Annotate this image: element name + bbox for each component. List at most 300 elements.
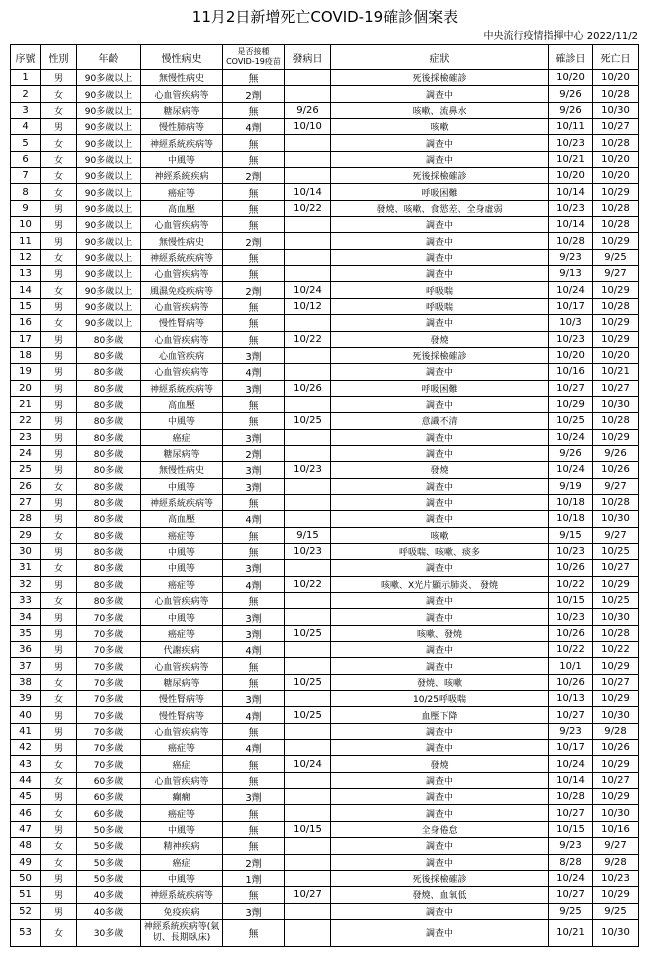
table-row	[11, 674, 639, 690]
cell-index: 48	[11, 838, 41, 854]
header-index: 序號	[11, 45, 41, 70]
cell-death-date: 10/22	[593, 642, 639, 658]
header-symptoms: 症狀	[331, 45, 549, 70]
header-age: 年齡	[77, 45, 141, 70]
cell-confirmed-date: 10/29	[549, 396, 593, 412]
cell-sex: 女	[41, 135, 77, 151]
cell-age: 80多歲	[77, 543, 141, 559]
cell-age: 90多歲以上	[77, 282, 141, 298]
cell-confirmed-date: 10/22	[549, 576, 593, 592]
cell-confirmed-date: 10/26	[549, 560, 593, 576]
table-row	[11, 838, 639, 854]
table-row	[11, 135, 639, 151]
cell-symptoms: 調查中	[331, 593, 549, 609]
cell-index: 40	[11, 707, 41, 723]
cell-chronic-history: 神經系統疾病等	[141, 494, 223, 510]
cell-chronic-history: 心血管疾病等	[141, 772, 223, 788]
cell-vaccination: 4劑	[223, 576, 285, 592]
cell-vaccination: 無	[223, 396, 285, 412]
cell-age: 70多歲	[77, 642, 141, 658]
table-row	[11, 543, 639, 559]
cell-age: 60多歲	[77, 789, 141, 805]
cell-death-date: 10/28	[593, 625, 639, 641]
table-row	[11, 380, 639, 396]
cell-onset-date	[285, 217, 331, 233]
cell-symptoms: 調查中	[331, 86, 549, 102]
cell-chronic-history: 中風等	[141, 609, 223, 625]
cell-chronic-history: 中風等	[141, 151, 223, 167]
table-row	[11, 854, 639, 870]
table-header-row	[11, 45, 639, 70]
cell-chronic-history: 心血管疾病等	[141, 723, 223, 739]
cell-confirmed-date: 10/23	[549, 331, 593, 347]
cell-vaccination: 無	[223, 658, 285, 674]
cell-chronic-history: 神經系統疾病等	[141, 887, 223, 903]
cell-index: 27	[11, 494, 41, 510]
cell-vaccination: 2劑	[223, 86, 285, 102]
cell-confirmed-date: 9/15	[549, 527, 593, 543]
cell-vaccination: 無	[223, 494, 285, 510]
cell-chronic-history: 無慢性病史	[141, 233, 223, 249]
cell-sex: 女	[41, 151, 77, 167]
cell-age: 50多歲	[77, 821, 141, 837]
cell-confirmed-date: 9/26	[549, 445, 593, 461]
cell-confirmed-date: 10/20	[549, 168, 593, 184]
cell-index: 46	[11, 805, 41, 821]
cell-death-date: 10/27	[593, 772, 639, 788]
cell-index: 52	[11, 903, 41, 919]
cell-chronic-history: 慢性腎病等	[141, 691, 223, 707]
cell-symptoms: 調查中	[331, 919, 549, 946]
cell-symptoms: 死後採檢確診	[331, 870, 549, 886]
cell-age: 90多歲以上	[77, 249, 141, 265]
cell-confirmed-date: 10/20	[549, 347, 593, 363]
table-row	[11, 347, 639, 363]
cell-index: 13	[11, 266, 41, 282]
cell-vaccination: 4劑	[223, 740, 285, 756]
cell-vaccination: 無	[223, 298, 285, 314]
cell-onset-date	[285, 135, 331, 151]
cell-age: 90多歲以上	[77, 102, 141, 118]
cell-confirmed-date: 10/24	[549, 756, 593, 772]
cell-sex: 男	[41, 331, 77, 347]
cell-vaccination: 4劑	[223, 511, 285, 527]
table-row	[11, 691, 639, 707]
cell-death-date: 10/29	[593, 233, 639, 249]
cell-symptoms: 咳嗽、流鼻水	[331, 102, 549, 118]
table-row	[11, 462, 639, 478]
cell-sex: 男	[41, 511, 77, 527]
cell-chronic-history: 免疫疾病	[141, 903, 223, 919]
cell-vaccination: 3劑	[223, 347, 285, 363]
cell-index: 14	[11, 282, 41, 298]
cell-death-date: 9/27	[593, 266, 639, 282]
cell-symptoms: 調查中	[331, 494, 549, 510]
cell-age: 70多歲	[77, 691, 141, 707]
cell-vaccination: 3劑	[223, 462, 285, 478]
cell-chronic-history: 心血管疾病等	[141, 217, 223, 233]
cell-index: 12	[11, 249, 41, 265]
cell-symptoms: 調查中	[331, 266, 549, 282]
cell-symptoms: 調查中	[331, 364, 549, 380]
cell-death-date: 10/27	[593, 674, 639, 690]
table-row	[11, 658, 639, 674]
cell-sex: 女	[41, 282, 77, 298]
cell-confirmed-date: 10/16	[549, 364, 593, 380]
cell-sex: 男	[41, 462, 77, 478]
cell-onset-date: 10/25	[285, 625, 331, 641]
cell-chronic-history: 癌症等	[141, 805, 223, 821]
cell-vaccination: 3劑	[223, 789, 285, 805]
document-title: 11月2日新增死亡COVID-19確診個案表	[191, 8, 459, 26]
cell-confirmed-date: 9/26	[549, 102, 593, 118]
cell-death-date: 9/26	[593, 445, 639, 461]
cell-vaccination: 3劑	[223, 691, 285, 707]
cell-confirmed-date: 10/15	[549, 821, 593, 837]
table-row	[11, 723, 639, 739]
cell-index: 31	[11, 560, 41, 576]
cell-vaccination: 4劑	[223, 707, 285, 723]
cell-sex: 男	[41, 642, 77, 658]
cell-index: 21	[11, 396, 41, 412]
cell-sex: 女	[41, 560, 77, 576]
cell-vaccination: 2劑	[223, 233, 285, 249]
cell-symptoms: 咳嗽	[331, 527, 549, 543]
cell-death-date: 10/28	[593, 200, 639, 216]
cell-sex: 男	[41, 707, 77, 723]
cell-onset-date: 9/15	[285, 527, 331, 543]
cell-onset-date: 9/26	[285, 102, 331, 118]
cell-chronic-history: 高血壓	[141, 200, 223, 216]
cell-vaccination: 無	[223, 887, 285, 903]
header-vaccination-line-1: 是否接種	[237, 47, 270, 56]
cell-onset-date: 10/22	[285, 331, 331, 347]
cell-age: 90多歲以上	[77, 233, 141, 249]
cell-chronic-history: 癌症等	[141, 576, 223, 592]
cell-chronic-history: 神經系統疾病	[141, 168, 223, 184]
cell-death-date: 10/20	[593, 168, 639, 184]
cell-confirmed-date: 9/23	[549, 249, 593, 265]
cell-confirmed-date: 9/25	[549, 903, 593, 919]
cell-confirmed-date: 10/14	[549, 772, 593, 788]
cell-death-date: 10/30	[593, 919, 639, 946]
cell-index: 32	[11, 576, 41, 592]
cell-index: 5	[11, 135, 41, 151]
cell-index: 20	[11, 380, 41, 396]
cell-age: 90多歲以上	[77, 86, 141, 102]
cell-index: 8	[11, 184, 41, 200]
table-row	[11, 298, 639, 314]
cell-chronic-history: 慢性腎病等	[141, 707, 223, 723]
cell-chronic-history: 癌症等	[141, 740, 223, 756]
cell-chronic-history: 心血管疾病等	[141, 331, 223, 347]
cell-sex: 女	[41, 478, 77, 494]
cell-symptoms: 調查中	[331, 805, 549, 821]
cell-sex: 女	[41, 772, 77, 788]
cell-age: 90多歲以上	[77, 200, 141, 216]
cell-vaccination: 無	[223, 331, 285, 347]
cell-symptoms: 咳嗽、發燒	[331, 625, 549, 641]
cell-sex: 女	[41, 805, 77, 821]
cell-death-date: 10/25	[593, 543, 639, 559]
cell-sex: 女	[41, 102, 77, 118]
cell-chronic-history: 中風等	[141, 821, 223, 837]
cell-index: 30	[11, 543, 41, 559]
cell-vaccination: 3劑	[223, 625, 285, 641]
table-row	[11, 396, 639, 412]
cell-vaccination: 無	[223, 200, 285, 216]
cell-chronic-history: 神經系統疾病等	[141, 135, 223, 151]
cell-index: 24	[11, 445, 41, 461]
cell-sex: 男	[41, 396, 77, 412]
cell-confirmed-date: 10/18	[549, 511, 593, 527]
cell-confirmed-date: 10/26	[549, 674, 593, 690]
cell-onset-date	[285, 70, 331, 86]
cell-onset-date: 10/10	[285, 119, 331, 135]
cell-death-date: 9/28	[593, 723, 639, 739]
cell-age: 90多歲以上	[77, 184, 141, 200]
cell-death-date: 10/29	[593, 282, 639, 298]
cell-confirmed-date: 10/11	[549, 119, 593, 135]
cell-symptoms: 調查中	[331, 511, 549, 527]
cell-confirmed-date: 10/13	[549, 691, 593, 707]
cell-onset-date	[285, 658, 331, 674]
cell-confirmed-date: 9/13	[549, 266, 593, 282]
cell-sex: 女	[41, 249, 77, 265]
cell-symptoms: 調查中	[331, 609, 549, 625]
cell-onset-date	[285, 429, 331, 445]
cell-chronic-history: 中風等	[141, 413, 223, 429]
cell-age: 90多歲以上	[77, 168, 141, 184]
cell-death-date: 10/28	[593, 413, 639, 429]
cell-age: 50多歲	[77, 870, 141, 886]
cell-index: 2	[11, 86, 41, 102]
table-row	[11, 168, 639, 184]
cell-vaccination: 無	[223, 249, 285, 265]
cell-index: 26	[11, 478, 41, 494]
cell-age: 60多歲	[77, 772, 141, 788]
cell-index: 33	[11, 593, 41, 609]
cell-vaccination: 無	[223, 805, 285, 821]
cell-confirmed-date: 10/21	[549, 919, 593, 946]
cell-onset-date	[285, 478, 331, 494]
cell-age: 90多歲以上	[77, 119, 141, 135]
cell-death-date: 10/29	[593, 184, 639, 200]
cell-sex: 男	[41, 70, 77, 86]
cell-vaccination: 3劑	[223, 560, 285, 576]
cell-index: 51	[11, 887, 41, 903]
cell-sex: 女	[41, 168, 77, 184]
cell-sex: 女	[41, 756, 77, 772]
cell-death-date: 10/30	[593, 102, 639, 118]
cell-onset-date: 10/24	[285, 756, 331, 772]
cell-chronic-history: 高血壓	[141, 396, 223, 412]
cell-symptoms: 調查中	[331, 854, 549, 870]
cell-symptoms: 發燒	[331, 462, 549, 478]
cell-vaccination: 無	[223, 527, 285, 543]
cell-index: 22	[11, 413, 41, 429]
cell-death-date: 10/29	[593, 429, 639, 445]
cell-onset-date: 10/26	[285, 380, 331, 396]
cell-death-date: 9/27	[593, 478, 639, 494]
cell-death-date: 10/27	[593, 560, 639, 576]
header-vaccination	[223, 45, 285, 70]
cell-age: 70多歲	[77, 658, 141, 674]
cell-index: 28	[11, 511, 41, 527]
cell-death-date: 10/28	[593, 298, 639, 314]
cell-chronic-history: 糖尿病等	[141, 102, 223, 118]
table-row	[11, 70, 639, 86]
cell-confirmed-date: 10/28	[549, 789, 593, 805]
header-confirmed-date: 確診日	[549, 45, 593, 70]
cell-chronic-history: 風濕免疫疾病等	[141, 282, 223, 298]
cell-onset-date	[285, 249, 331, 265]
cell-age: 40多歲	[77, 903, 141, 919]
cell-death-date: 10/23	[593, 870, 639, 886]
cell-index: 23	[11, 429, 41, 445]
cell-age: 80多歲	[77, 380, 141, 396]
table-row	[11, 478, 639, 494]
cell-symptoms: 發燒、咳嗽	[331, 674, 549, 690]
cell-death-date: 10/29	[593, 691, 639, 707]
cell-vaccination: 無	[223, 184, 285, 200]
cell-onset-date: 10/25	[285, 674, 331, 690]
cell-confirmed-date: 10/17	[549, 298, 593, 314]
cell-vaccination: 2劑	[223, 445, 285, 461]
cell-sex: 男	[41, 364, 77, 380]
cell-death-date: 10/20	[593, 347, 639, 363]
cell-sex: 男	[41, 445, 77, 461]
cell-sex: 男	[41, 870, 77, 886]
cell-index: 25	[11, 462, 41, 478]
cell-symptoms: 調查中	[331, 217, 549, 233]
cell-symptoms: 調查中	[331, 740, 549, 756]
document-source: 中央流行疫情指揮中心 2022/11/2	[483, 31, 638, 42]
cell-confirmed-date: 10/27	[549, 707, 593, 723]
cell-death-date: 10/26	[593, 740, 639, 756]
cell-index: 45	[11, 789, 41, 805]
cell-onset-date	[285, 854, 331, 870]
cell-chronic-history: 無慢性病史	[141, 70, 223, 86]
cell-confirmed-date: 10/26	[549, 625, 593, 641]
cell-onset-date: 10/15	[285, 821, 331, 837]
table-row	[11, 789, 639, 805]
cell-confirmed-date: 10/21	[549, 151, 593, 167]
cell-chronic-history: 中風等	[141, 870, 223, 886]
cell-index: 29	[11, 527, 41, 543]
cell-symptoms: 死後採檢確診	[331, 70, 549, 86]
cell-sex: 男	[41, 217, 77, 233]
cell-death-date: 10/30	[593, 609, 639, 625]
cell-index: 15	[11, 298, 41, 314]
cell-symptoms: 調查中	[331, 249, 549, 265]
cell-death-date: 10/29	[593, 756, 639, 772]
cell-index: 16	[11, 315, 41, 331]
cell-death-date: 10/30	[593, 511, 639, 527]
cell-onset-date	[285, 266, 331, 282]
cell-age: 90多歲以上	[77, 70, 141, 86]
cell-confirmed-date: 9/26	[549, 86, 593, 102]
table-row	[11, 445, 639, 461]
cell-onset-date	[285, 151, 331, 167]
cell-vaccination: 4劑	[223, 642, 285, 658]
cell-index: 6	[11, 151, 41, 167]
header-chronic-history: 慢性病史	[141, 45, 223, 70]
cell-chronic-history: 代謝疾病	[141, 642, 223, 658]
table-row	[11, 102, 639, 118]
cell-confirmed-date: 10/17	[549, 740, 593, 756]
cell-index: 50	[11, 870, 41, 886]
cell-onset-date	[285, 805, 331, 821]
cell-index: 17	[11, 331, 41, 347]
cell-symptoms: 調查中	[331, 429, 549, 445]
cell-onset-date: 10/12	[285, 298, 331, 314]
cell-confirmed-date: 10/18	[549, 494, 593, 510]
cell-death-date: 9/25	[593, 903, 639, 919]
cell-onset-date	[285, 691, 331, 707]
table-row	[11, 511, 639, 527]
cell-confirmed-date: 8/28	[549, 854, 593, 870]
cell-vaccination: 3劑	[223, 478, 285, 494]
cell-chronic-history: 糖尿病等	[141, 445, 223, 461]
cell-death-date: 10/29	[593, 315, 639, 331]
cell-index: 34	[11, 609, 41, 625]
cell-index: 36	[11, 642, 41, 658]
cell-sex: 男	[41, 625, 77, 641]
cell-death-date: 9/27	[593, 838, 639, 854]
cell-index: 3	[11, 102, 41, 118]
cell-death-date: 10/27	[593, 380, 639, 396]
cell-sex: 男	[41, 429, 77, 445]
cell-age: 80多歲	[77, 593, 141, 609]
cell-symptoms: 10/25呼吸喘	[331, 691, 549, 707]
cell-confirmed-date: 10/27	[549, 887, 593, 903]
cell-index: 47	[11, 821, 41, 837]
cell-symptoms: 血壓下降	[331, 707, 549, 723]
header-onset-date: 發病日	[285, 45, 331, 70]
cell-sex: 男	[41, 543, 77, 559]
cell-confirmed-date: 9/23	[549, 838, 593, 854]
table-row	[11, 625, 639, 641]
header-sex: 性別	[41, 45, 77, 70]
cell-symptoms: 發燒、血氧低	[331, 887, 549, 903]
cell-symptoms: 調查中	[331, 445, 549, 461]
cell-vaccination: 無	[223, 821, 285, 837]
cell-symptoms: 呼吸困難	[331, 380, 549, 396]
cell-age: 90多歲以上	[77, 217, 141, 233]
cell-age: 40多歲	[77, 887, 141, 903]
cell-age: 80多歲	[77, 331, 141, 347]
cell-vaccination: 無	[223, 151, 285, 167]
cell-index: 42	[11, 740, 41, 756]
cell-death-date: 10/20	[593, 151, 639, 167]
cell-age: 70多歲	[77, 674, 141, 690]
cell-index: 37	[11, 658, 41, 674]
cell-death-date: 10/29	[593, 658, 639, 674]
table-row	[11, 364, 639, 380]
cell-onset-date	[285, 870, 331, 886]
cell-index: 53	[11, 919, 41, 946]
cell-chronic-history: 癌症等	[141, 527, 223, 543]
cell-vaccination: 3劑	[223, 903, 285, 919]
cell-symptoms: 發燒	[331, 331, 549, 347]
cell-symptoms: 死後採檢確診	[331, 168, 549, 184]
cell-confirmed-date: 10/23	[549, 609, 593, 625]
cell-onset-date	[285, 593, 331, 609]
cell-death-date: 10/28	[593, 217, 639, 233]
cell-index: 38	[11, 674, 41, 690]
table-row	[11, 494, 639, 510]
